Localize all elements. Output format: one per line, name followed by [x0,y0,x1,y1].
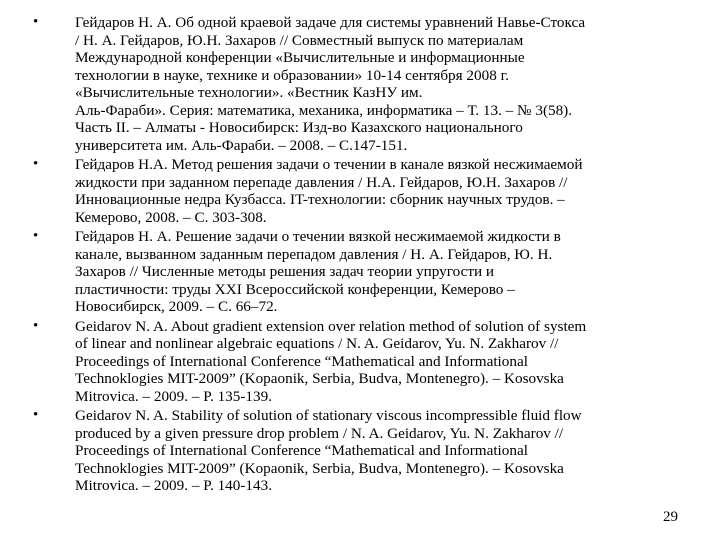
reference-line: технологии в науке, технике и образовании» 10-14 сентября 2008 г. [75,66,509,84]
bullet: • [33,317,39,334]
reference-line: of linear and nonlinear algebraic equations / N. A. Geidarov, Yu. N. Zakharov // [75,335,559,352]
reference-line: Международной конференции «Вычислительные и информационные [75,49,525,66]
reference-item-3 [0,228,700,316]
reference-line: университета им. Аль-Фараби. – 2008. – С.147-151. [75,136,408,154]
reference-line: Гейдаров Н.А. Метод решения задачи о течении в канале вязкой несжимаемой [75,156,583,173]
bullet: • [33,407,39,423]
reference-line: Кемерово, 2008. – С. 303-308. [75,208,267,226]
reference-line: Новосибирск, 2009. – С. 66–72. [75,298,278,315]
reference-line: Инновационные недра Кузбасса. IT-технологии: сборник научных трудов. – [75,191,565,208]
reference-line: Geidarov N. A. Stability of solution of stationary viscous incompressible fluid flow [75,407,582,424]
reference-text [75,318,686,406]
reference-line: Часть II. – Алматы - Новосибирск: Изд-во Казахского национального [75,119,523,136]
reference-line: Geidarov N. A. About gradient extension over relation method of solution of system [75,317,587,335]
reference-text [75,14,686,154]
reference-line: жидкости при заданном перепаде давления / Н.А. Гейдаров, Ю.Н. Захаров // [75,173,568,191]
reference-line: Захаров // Численные методы решения задач теории упругости и [75,263,495,280]
reference-text [75,407,686,495]
page-number: 29 [663,509,678,525]
reference-text [75,228,686,316]
reference-line: / Н. А. Гейдаров, Ю.Н. Захаров // Совместный выпуск по материалам [75,31,524,49]
reference-item-2 [0,156,700,226]
reference-item-5 [0,407,700,495]
reference-item-4 [0,318,700,406]
reference-line: Technoklogies MIT-2009” (Kopaonik, Serbia, Budva, Montenegro). – Kosovska [75,370,564,387]
reference-text [75,156,686,226]
reference-line: канале, вызванном заданным перепадом давления / Н. А. Гейдаров, Ю. Н. [75,245,553,263]
reference-line: Mitrovica. – 2009. – P. 140-143. [75,477,273,494]
reference-line: Technoklogies MIT-2009” (Kopaonik, Serbia, Budva, Montenegro). – Kosovska [75,459,564,477]
reference-list [0,14,700,497]
reference-line: «Вычислительные технологии». «Вестник КазНУ им. [75,84,423,101]
bullet: • [33,14,39,30]
reference-item-1 [0,14,700,154]
reference-line: Mitrovica. – 2009. – P. 135-139. [75,387,273,405]
reference-line: пластичности: труды XXI Всероссийской конференции, Кемерово – [75,280,515,298]
reference-line: Гейдаров Н. А. Решение задачи о течении вязкой несжимаемой жидкости в [75,228,561,245]
reference-line: produced by a given pressure drop problem / N. A. Geidarov, Yu. N. Zakharov // [75,424,564,442]
reference-line: Proceedings of International Conference “Mathematical and Informational [75,442,528,459]
bullet: • [33,156,39,172]
reference-line: Гейдаров Н. А. Об одной краевой задаче для системы уравнений Навье-Стокса [75,14,586,31]
reference-line: Аль-Фараби». Серия: математика, механика, информатика – Т. 13. – № 3(58). [75,101,573,119]
bullet: • [33,228,39,244]
reference-line: Proceedings of International Conference “Mathematical and Informational [75,352,528,370]
